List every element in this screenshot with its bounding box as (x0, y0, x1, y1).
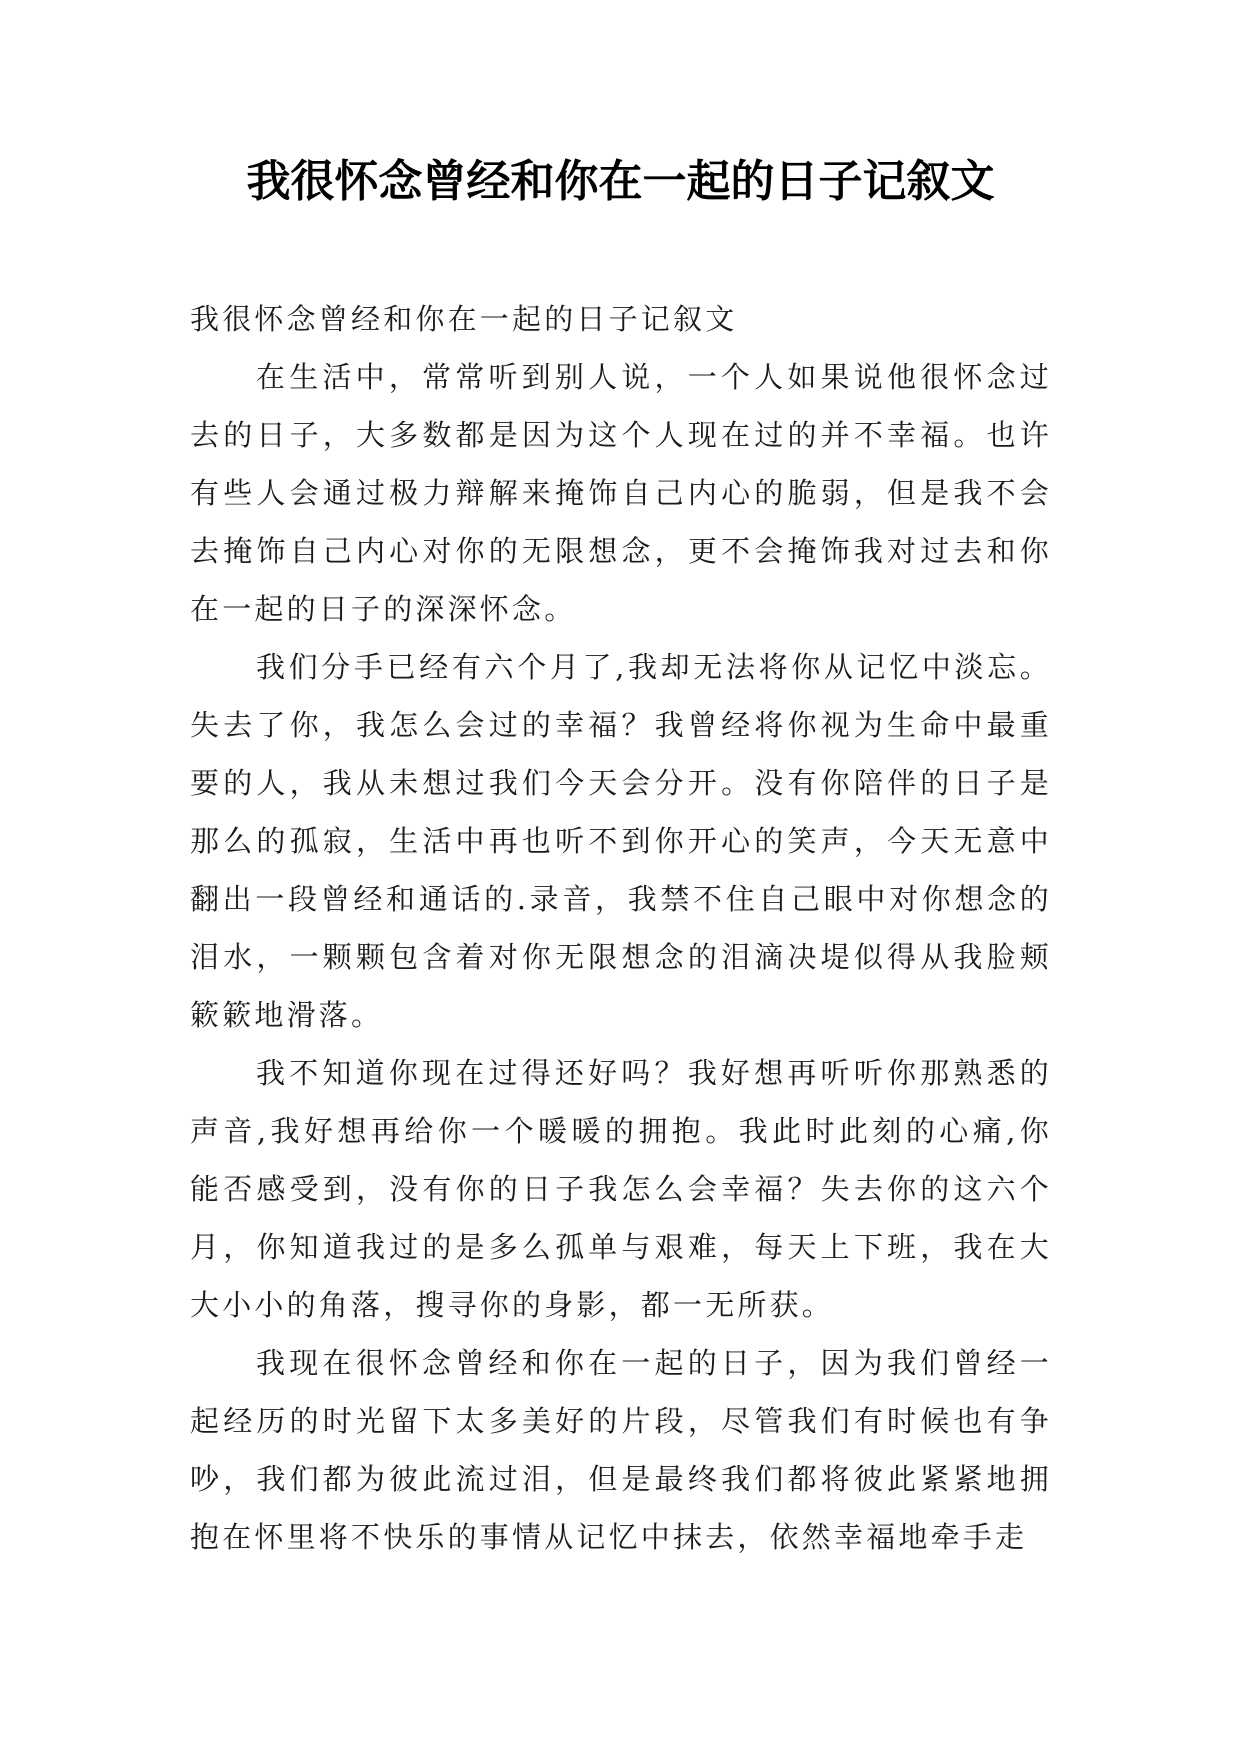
paragraph-1: 在生活中，常常听到别人说，一个人如果说他很怀念过去的日子，大多数都是因为这个人现在过的并不幸福。也许有些人会通过极力辩解来掩饰自己内心的脆弱，但是我不会去掩饰自己内心对你的无限想念，更不会掩饰我对过去和你在一起的日子的深深怀念。 (190, 360, 1052, 626)
paragraph-2: 我们分手已经有六个月了,我却无法将你从记忆中淡忘。失去了你，我怎么会过的幸福？我曾经将你视为生命中最重要的人，我从未想过我们今天会分开。没有你陪伴的日子是那么的孤寂，生活中再也听不到你开心的笑声，今天无意中翻出一段曾经和通话的.录音，我禁不住自己眼中对你想念的泪水，一颗颗包含着对你无限想念的泪滴决堤似得从我脸颊簌簌地滑落。 (190, 650, 1052, 1032)
paragraph-3: 我不知道你现在过得还好吗？我好想再听听你那熟悉的声音,我好想再给你一个暖暖的拥抱。我此时此刻的心痛,你能否感受到，没有你的日子我怎么会幸福？失去你的这六个月，你知道我过的是多么孤单与艰难，每天上下班，我在大大小小的角落，搜寻你的身影，都一无所获。 (190, 1056, 1052, 1322)
paragraph-4: 我现在很怀念曾经和你在一起的日子，因为我们曾经一起经历的时光留下太多美好的片段，尽管我们有时候也有争吵，我们都为彼此流过泪，但是最终我们都将彼此紧紧地拥抱在怀里将不快乐的事情从记忆中抹去，依然幸福地牵手走 (190, 1346, 1052, 1554)
document-body (190, 290, 1052, 1566)
document-subtitle: 我很怀念曾经和你在一起的日子记叙文 (190, 302, 738, 336)
document-title: 我很怀念曾经和你在一起的日子记叙文 (246, 156, 995, 207)
